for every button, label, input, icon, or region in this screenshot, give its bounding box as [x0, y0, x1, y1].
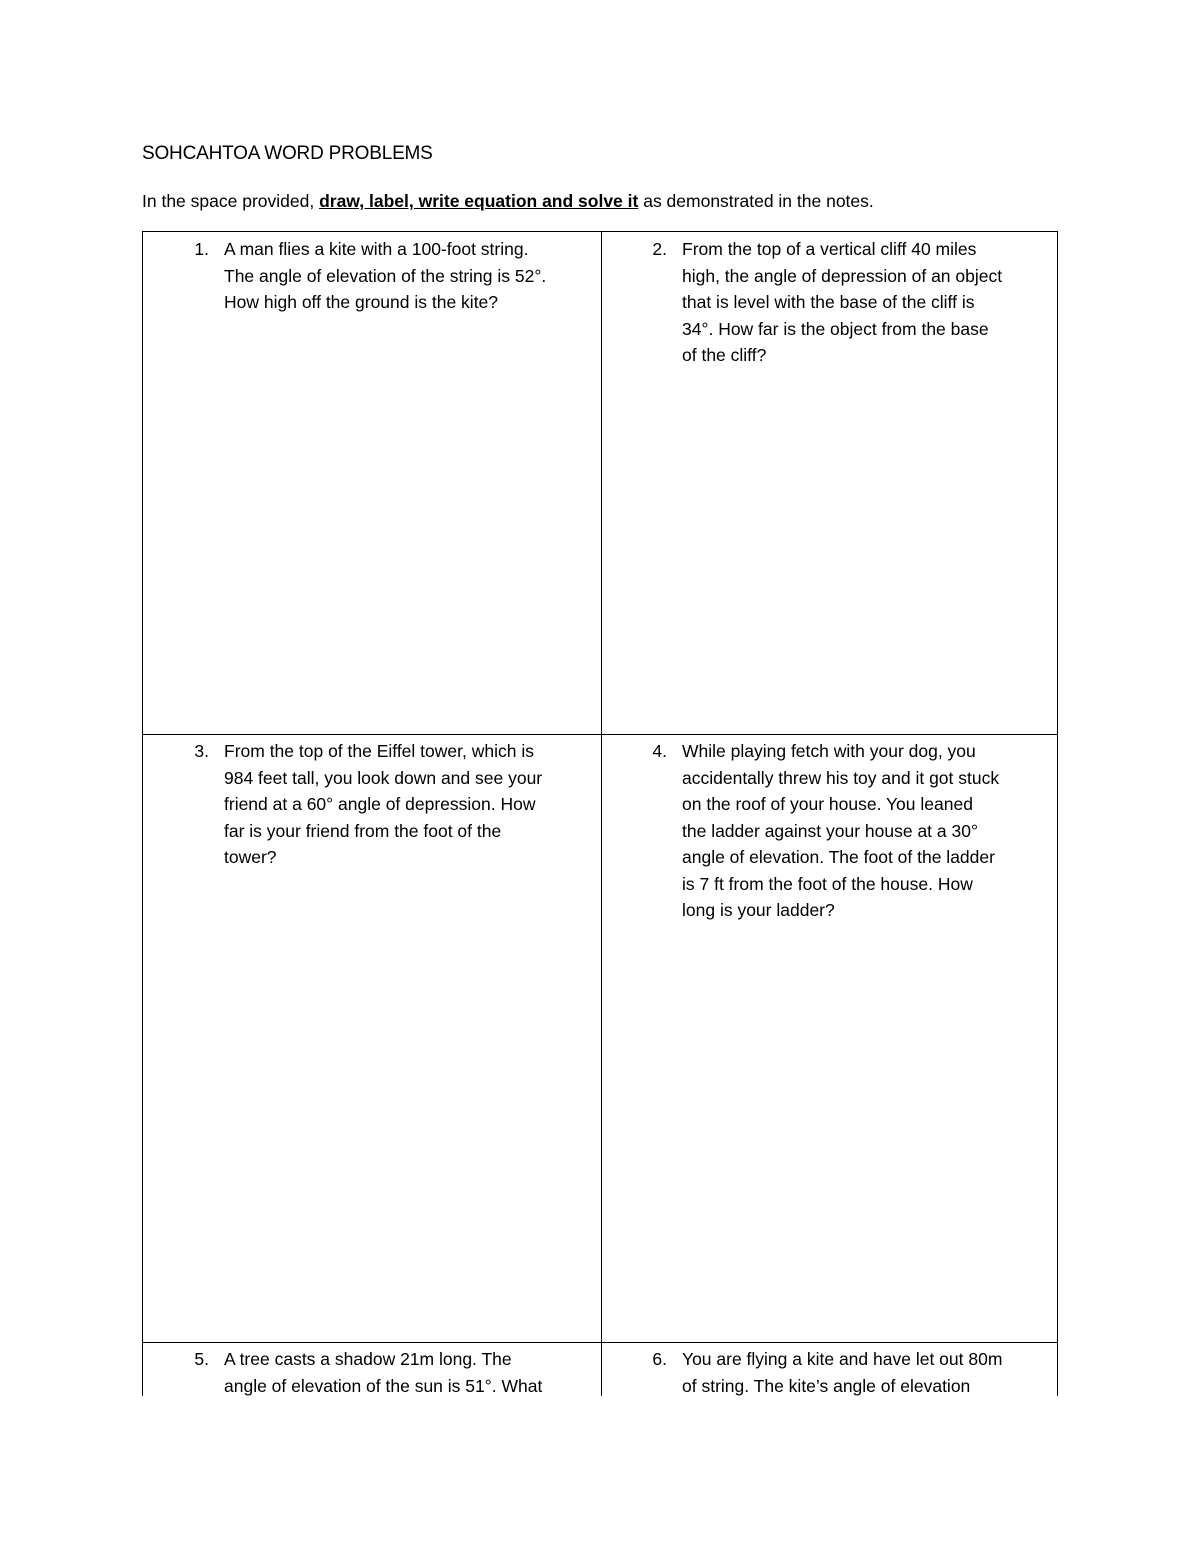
- problem-line: You are flying a kite and have let out 80m: [682, 1349, 1003, 1369]
- problem-cell-5: [143, 1342, 601, 1397]
- problem-cell-6: [601, 1342, 1059, 1397]
- problem-line: The angle of elevation of the string is 52°.: [224, 265, 547, 286]
- problem-line: From the top of the Eiffel tower, which is: [224, 741, 534, 761]
- problem-line: angle of elevation of the sun is 51°. What: [224, 1375, 543, 1396]
- problem-line: 34°. How far is the object from the base: [682, 318, 989, 339]
- problem-line: How high off the ground is the kite?: [224, 292, 499, 312]
- instructions-suffix: as demonstrated in the notes.: [638, 191, 874, 211]
- problem-line: accidentally threw his toy and it got stuck: [682, 767, 1000, 788]
- instructions-emphasis: draw, label, write equation and solve it: [319, 191, 639, 211]
- problem-line: high, the angle of depression of an object: [682, 265, 1003, 286]
- problem-number: 2.: [652, 239, 667, 259]
- problem-line: From the top of a vertical cliff 40 miles: [682, 239, 977, 259]
- problem-line: is 7 ft from the foot of the house. How: [682, 873, 973, 894]
- problem-text: [224, 1346, 542, 1399]
- problem-text: [682, 1346, 1002, 1399]
- problem-line: that is level with the base of the cliff is: [682, 292, 975, 312]
- problem-line: the ladder against your house at a 30°: [682, 820, 978, 841]
- page-title: SOHCAHTOA WORD PROBLEMS: [142, 143, 433, 164]
- problem-number: 3.: [194, 741, 209, 761]
- problem-number: 5.: [194, 1349, 209, 1369]
- problem-number: 4.: [652, 741, 667, 761]
- instructions: [142, 191, 874, 212]
- problem-line: angle of elevation. The foot of the ladder: [682, 847, 995, 867]
- problem-text: [224, 236, 546, 316]
- problem-cell-1: [143, 232, 601, 734]
- problem-line: far is your friend from the foot of the: [224, 820, 502, 841]
- instructions-prefix: In the space provided,: [142, 191, 320, 211]
- problem-text: [682, 236, 1002, 369]
- problems-table: [142, 231, 1058, 1396]
- problem-line: 984 feet tall, you look down and see your: [224, 767, 543, 788]
- problem-number: 6.: [652, 1349, 667, 1369]
- problem-cell-4: [601, 734, 1059, 1342]
- problem-line: of string. The kite’s angle of elevation: [682, 1375, 971, 1396]
- problem-cell-3: [143, 734, 601, 1342]
- problem-line: While playing fetch with your dog, you: [682, 741, 976, 761]
- problem-cell-2: [601, 232, 1059, 734]
- problem-line: on the roof of your house. You leaned: [682, 794, 973, 814]
- problem-line: A tree casts a shadow 21m long. The: [224, 1349, 512, 1369]
- problem-line: friend at a 60° angle of depression. How: [224, 794, 536, 814]
- problem-text: [682, 738, 999, 924]
- problem-line: of the cliff?: [682, 345, 767, 365]
- problem-text: [224, 738, 542, 871]
- problem-line: tower?: [224, 847, 277, 867]
- problem-line: long is your ladder?: [682, 900, 835, 920]
- problem-line: A man flies a kite with a 100-foot string.: [224, 239, 529, 259]
- problem-number: 1.: [194, 239, 209, 259]
